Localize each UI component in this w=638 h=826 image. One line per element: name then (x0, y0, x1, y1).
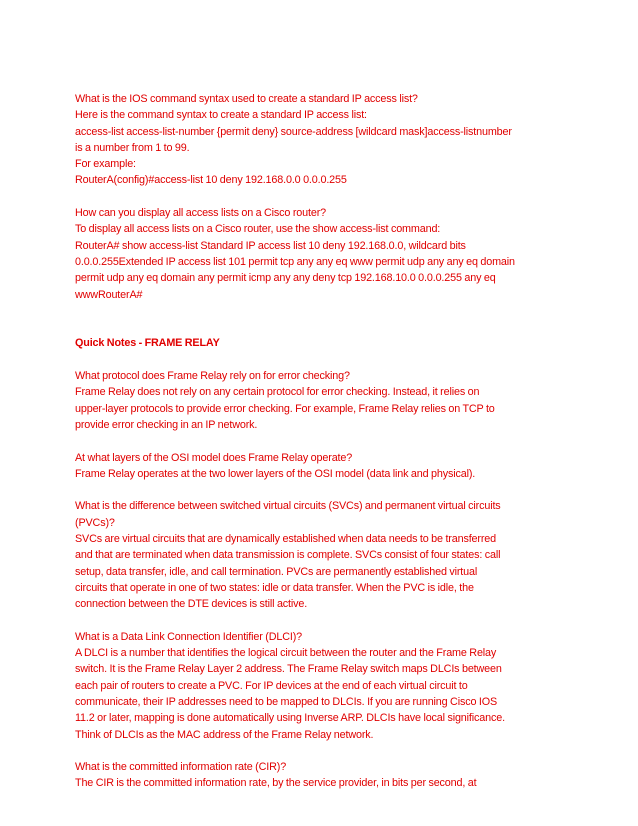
text-line: RouterA(config)#access-list 10 deny 192.168.0.0 0.0.0.255 (75, 174, 347, 187)
text-line: Frame Relay does not rely on any certain protocol for error checking. Instead, it relies on (75, 386, 480, 399)
section-heading-frame-relay (75, 335, 570, 351)
paragraph-error-checking (75, 368, 570, 433)
text-line: Frame Relay operates at the two lower layers of the OSI model (data link and physical). (75, 467, 476, 480)
text-line: For example: (75, 158, 136, 171)
text-line: What is the IOS command syntax used to create a standard IP access list? (75, 93, 418, 105)
text-line: What is the committed information rate (CIR)? (75, 761, 287, 774)
text-line: To display all access lists on a Cisco router, use the show access-list command: (75, 223, 441, 236)
text-line: (PVCs)? (75, 516, 115, 529)
text-line: wwwRouterA# (75, 288, 143, 301)
text-line: setup, data transfer, idle, and call termination. PVCs are permanently established virtual (75, 565, 478, 578)
text-line: A DLCI is a number that identifies the logical circuit between the router and the Frame Relay (75, 647, 497, 660)
text-line: At what layers of the OSI model does Frame Relay operate? (75, 451, 353, 464)
text-line: is a number from 1 to 99. (75, 141, 190, 154)
text-line: and that are terminated when data transmission is complete. SVCs consist of four states: call (75, 549, 501, 562)
paragraph-svc-vs-pvc (75, 498, 570, 612)
text-line: What is the difference between switched virtual circuits (SVCs) and permanent virtual circuits (75, 500, 501, 513)
text-line: access-list access-list-number {permit deny} source-address [wildcard mask]access-listnumber (75, 125, 512, 138)
section-heading: Quick Notes - FRAME RELAY (75, 337, 220, 350)
paragraph-display-access-lists (75, 205, 570, 303)
text-line: Think of DLCIs as the MAC address of the Frame Relay network. (75, 728, 374, 741)
text-line: The CIR is the committed information rate, by the service provider, in bits per second, at (75, 777, 477, 790)
text-line: circuits that operate in one of two states: idle or data transfer. When the PVC is idle, the (75, 581, 474, 594)
text-line: communicate, their IP addresses need to be mapped to DLCIs. If you are running Cisco IOS (75, 695, 498, 708)
text-line: permit udp any eq domain any permit icmp any any deny tcp 192.168.10.0 0.0.0.255 any eq (75, 272, 496, 285)
paragraph-osi-layers (75, 450, 570, 483)
text-line: What protocol does Frame Relay rely on for error checking? (75, 370, 350, 383)
paragraph-cir (75, 759, 570, 792)
text-line: SVCs are virtual circuits that are dynamically established when data needs to be transferred (75, 533, 496, 546)
text-line: upper-layer protocols to provide error checking. For example, Frame Relay relies on TCP to (75, 402, 495, 415)
text-line: 11.2 or later, mapping is done automatically using Inverse ARP. DLCIs have local significance. (75, 712, 505, 725)
paragraph-ios-acl-syntax (75, 91, 570, 189)
text-line: RouterA# show access-list Standard IP access list 10 deny 192.168.0.0, wildcard bits (75, 239, 466, 252)
text-line: What is a Data Link Connection Identifier (DLCI)? (75, 630, 302, 643)
text-line: each pair of routers to create a PVC. For IP devices at the end of each virtual circuit to (75, 679, 468, 692)
text-line: switch. It is the Frame Relay Layer 2 address. The Frame Relay switch maps DLCIs between (75, 663, 502, 676)
document-page (75, 91, 570, 808)
text-line: Here is the command syntax to create a standard IP access list: (75, 109, 367, 122)
text-line: provide error checking in an IP network. (75, 418, 258, 431)
text-line: 0.0.0.255Extended IP access list 101 permit tcp any any eq www permit udp any any eq domain (75, 255, 515, 268)
paragraph-dlci (75, 629, 570, 743)
text-line: connection between the DTE devices is still active. (75, 598, 308, 611)
text-line: How can you display all access lists on a Cisco router? (75, 207, 326, 220)
